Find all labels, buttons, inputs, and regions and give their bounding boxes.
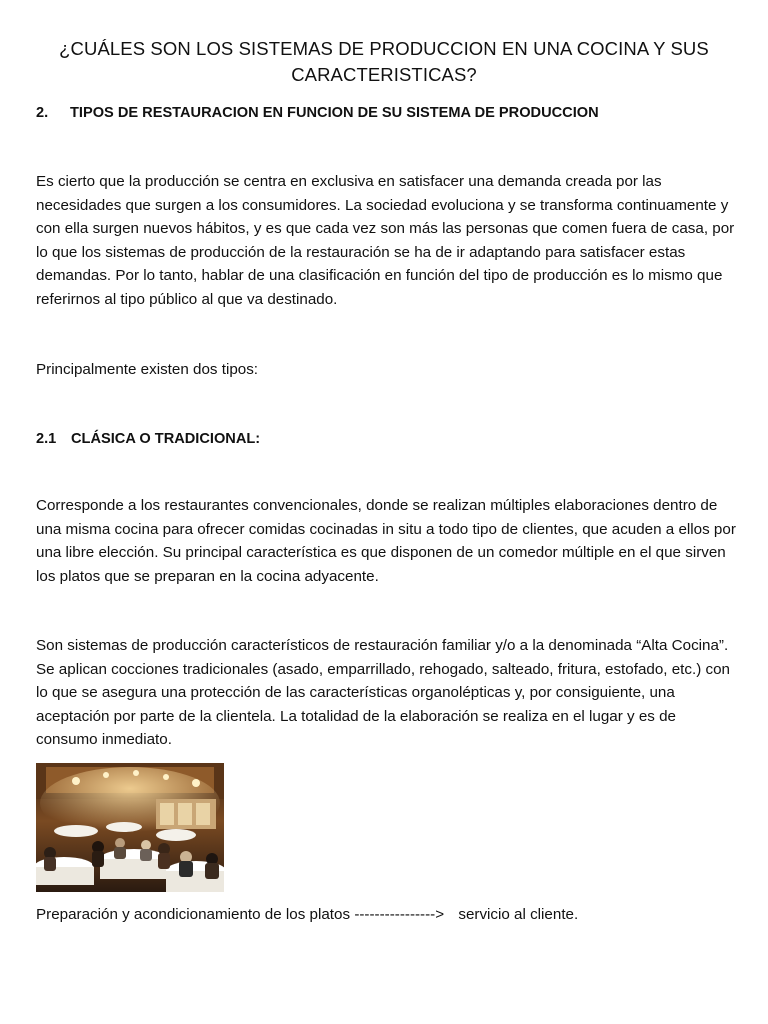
flow-to: servicio al cliente. [458, 906, 579, 923]
paragraph-intro: Es cierto que la producción se centra en exclusiva en satisfacer una demanda creada por las necesidades que surgen a los consumidores. La sociedad evoluciona y se transforma continuamente y con ella surgen nuevos hábitos, y es que cada vez son más las personas que comen fuera de casa, por lo que los sistemas de producción de la restauración se ha de ir adaptando para satisfacer estas demandas. Por lo tanto, hablar de una clasificación en función del tipo de producción es lo mismo que referirnos al tipo público al que va destinado. [36, 173, 735, 308]
paragraph-classic-characteristics: Son sistemas de producción característicos de restauración familiar y/o a la denominada “Alta Cocina”. Se aplican cocciones tradicionales (asado, emparrillado, rehogado, salteado, fritura, estofado, etc.) con lo que se asegura una protección de las características organolépticas y, por consiguiente, una aceptación por parte de la clientela. La totalidad de la elaboración se realiza en el lugar y es de consumo inmediato. [36, 637, 730, 749]
flow-arrow: ----------------> [354, 906, 445, 923]
flow-line [36, 903, 736, 927]
flow-from: Preparación y acondicionamiento de los platos [36, 906, 351, 923]
section-heading-2-1 [36, 428, 260, 450]
paragraph-classic-definition: Corresponde a los restaurantes convencionales, donde se realizan múltiples elaboraciones dentro de una misma cocina para ofrecer comidas cocinadas in situ a todo tipo de clientes, que acuden a ellos por una libre elección. Su principal característica es que disponen de un comedor múltiple en el que sirven los platos que se preparan en la cocina adyacente. [36, 497, 736, 585]
page-title: ¿CUÁLES SON LOS SISTEMAS DE PRODUCCION EN UNA COCINA Y SUS CARACTERISTICAS? [59, 38, 709, 85]
section-heading-text: CLÁSICA O TRADICIONAL: [71, 431, 261, 447]
paragraph-types: Principalmente existen dos tipos: [36, 361, 259, 378]
section-number: 2.1 [36, 431, 57, 447]
restaurant-dining-room-photo [36, 763, 224, 892]
section-number: 2. [36, 105, 49, 121]
section-heading-2 [36, 102, 599, 124]
section-heading-text: TIPOS DE RESTAURACION EN FUNCION DE SU SISTEMA DE PRODUCCION [70, 105, 599, 121]
